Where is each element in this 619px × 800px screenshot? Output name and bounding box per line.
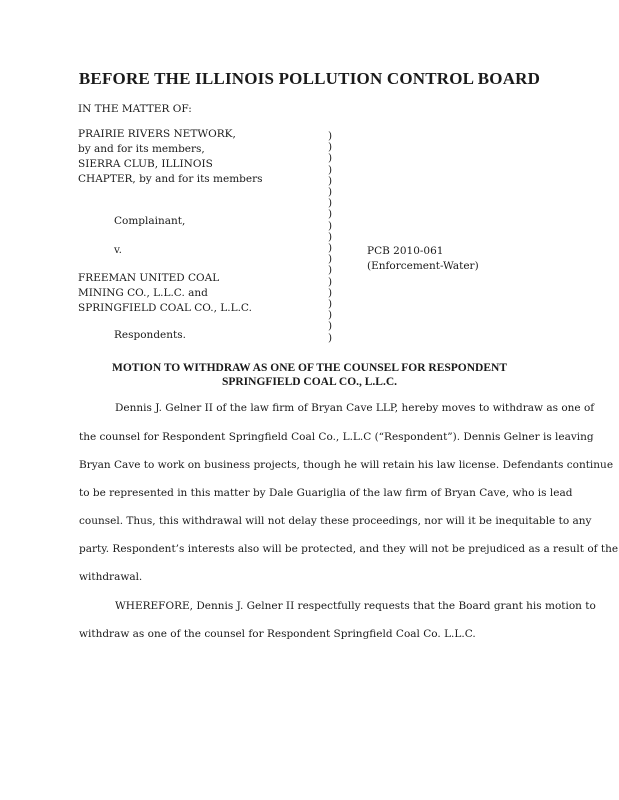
caption-paren: ) (328, 186, 333, 199)
respondent-block (78, 271, 328, 316)
paragraph1-line: to be represented in this matter by Dale Guariglia of the law firm of Bryan Cave, who is lead (79, 487, 573, 499)
complainant-line: PRAIRIE RIVERS NETWORK, (78, 128, 236, 140)
caption-paren: ) (328, 320, 333, 333)
caption-paren: ) (328, 219, 333, 232)
caption-paren: ) (328, 253, 333, 266)
paragraph1-line: party. Respondent’s interests also will be protected, and they will not be prejudiced as a result of the (79, 543, 619, 555)
motion-heading-line: SPRINGFIELD COAL CO., L.L.C. (221, 376, 398, 388)
motion-heading-line: MOTION TO WITHDRAW AS ONE OF THE COUNSEL FOR RESPONDENT (111, 362, 508, 374)
paragraph1-line: Bryan Cave to work on business projects, though he will retain his law license. Defendants continue (79, 459, 614, 471)
caption-paren: ) (328, 275, 333, 288)
caption-paren: ) (328, 174, 333, 187)
caption-paren: ) (328, 264, 333, 277)
caption-paren: ) (328, 141, 333, 154)
paragraph1-line: counsel. Thus, this withdrawal will not delay these proceedings, nor will it be inequitable to any (79, 515, 592, 527)
respondent-line: MINING CO., L.L.C. and (78, 287, 208, 299)
respondent-line: SPRINGFIELD COAL CO., L.L.C. (78, 302, 252, 314)
motion-heading (0, 361, 619, 389)
caption-paren: ) (328, 197, 333, 210)
in-the-matter-label: IN THE MATTER OF: (78, 103, 192, 115)
caption-paren: ) (328, 331, 333, 344)
caption-paren: ) (328, 286, 333, 299)
caption-paren: ) (328, 242, 333, 255)
caption-parentheses (328, 131, 332, 344)
caption-paren: ) (328, 230, 333, 243)
complainant-line: CHAPTER, by and for its members (78, 173, 263, 185)
case-type: (Enforcement-Water) (367, 260, 479, 272)
caption-paren: ) (328, 309, 333, 322)
versus-label: v. (114, 244, 123, 256)
paragraph2-line: withdraw as one of the counsel for Respondent Springfield Coal Co. L.L.C. (79, 628, 476, 640)
paragraph2-line: WHEREFORE, Dennis J. Gelner II respectfully requests that the Board grant his motion to (115, 600, 596, 612)
paragraph1-line: withdrawal. (79, 571, 143, 583)
paragraph1-line: the counsel for Respondent Springfield Coal Co., L.L.C (“Respondent”). Dennis Gelner is leaving (79, 431, 594, 443)
caption-paren: ) (328, 208, 333, 221)
caption-paren: ) (328, 298, 333, 311)
complainant-line: SIERRA CLUB, ILLINOIS (78, 158, 213, 170)
caption-paren: ) (328, 163, 333, 176)
case-number-block (367, 244, 479, 274)
paragraph1-line: Dennis J. Gelner II of the law firm of Bryan Cave LLP, hereby moves to withdraw as one of (115, 402, 595, 414)
board-title: BEFORE THE ILLINOIS POLLUTION CONTROL BOARD (78, 69, 541, 88)
caption-paren: ) (328, 152, 333, 165)
complainant-block (78, 127, 328, 187)
caption-paren: ) (328, 130, 333, 142)
case-number: PCB 2010-061 (367, 245, 444, 257)
complainant-line: by and for its members, (78, 143, 205, 155)
respondent-line: FREEMAN UNITED COAL (78, 272, 220, 284)
complainant-label: Complainant, (114, 215, 186, 227)
respondents-label: Respondents. (114, 329, 186, 341)
